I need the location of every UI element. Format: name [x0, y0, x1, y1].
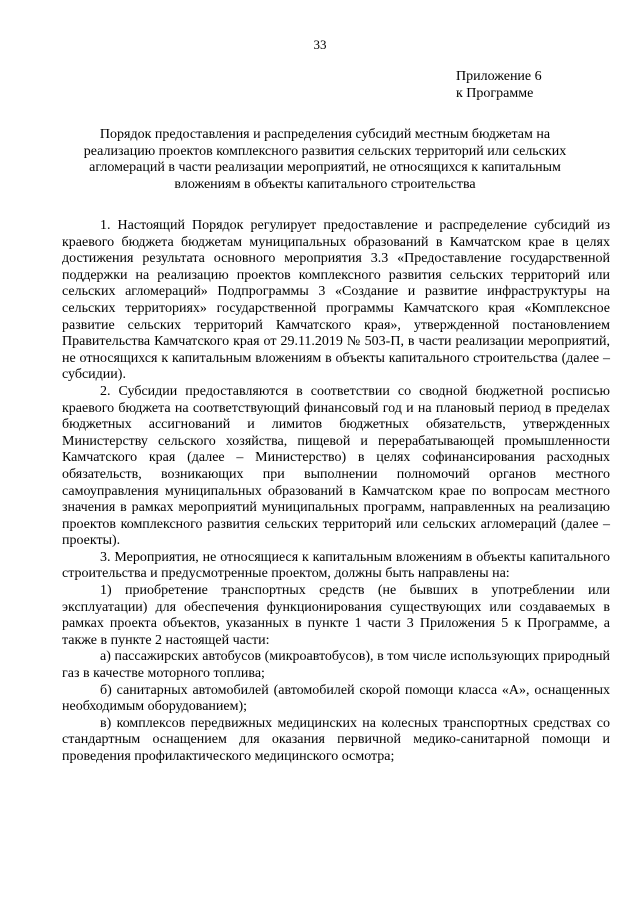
paragraph-3-item-1-c: в) комплексов передвижных медицинских на колесных транспортных средствах со стандартным оснащением для оказания первичной медико-санитарной помощи и проведения профилактического медицинского осмотра; — [62, 715, 610, 764]
paragraph-3-item-1-b: б) санитарных автомобилей (автомобилей скорой помощи класса «А», оснащенных необходимым оборудованием); — [62, 682, 610, 715]
paragraph-1: 1. Настоящий Порядок регулирует предоставление и распределение субсидий из краевого бюджета бюджетам муниципальных образований в Камчатском крае в целях достижения результата основного мероприятия 3.3 «Предоставление государственной поддержки на реализацию проектов комплексного развития сельских территорий или сельских агломераций» Подпрограммы 3 «Создание и развитие инфраструктуры на сельских территориях» государственной программы Камчатского края «Комплексное развитие сельских территорий Камчатского края», утвержденной постановлением Правительства Камчатского края от 29.11.2019 № 503-П, в части реализации мероприятий, не относящихся к капитальным вложениям в объекты капитального строительства (далее – субсидии). — [62, 218, 610, 383]
document-body — [62, 218, 610, 766]
appendix-line-2: к Программе — [456, 86, 534, 101]
appendix-reference — [456, 68, 542, 102]
paragraph-3-item-1-a: а) пассажирских автобусов (микроавтобусов), в том числе использующих природный газ в качестве моторного топлива; — [62, 649, 610, 682]
paragraph-3-item-1: 1) приобретение транспортных средств (не бывших в употреблении или эксплуатации) для обеспечения функционирования существующих или создаваемых в рамках проекта объектов, указанных в пункте 1 части 3 Приложения 5 к Программе, а также в пункте 2 настоящей части: — [62, 583, 610, 648]
paragraph-3: 3. Мероприятия, не относящиеся к капитальным вложениям в объекты капитального строительства и предусмотренные проектом, должны быть направлены на: — [62, 549, 610, 582]
appendix-line-1: Приложение 6 — [456, 69, 542, 84]
page-number: 33 — [313, 37, 327, 52]
paragraph-2: 2. Субсидии предоставляются в соответствии со сводной бюджетной росписью краевого бюджета на соответствующий финансовый год и на плановый период в пределах бюджетных ассигнований и лимитов бюджетных обязательств, утвержденных Министерству сельского хозяйства, пищевой и перерабатывающей промышленности Камчатского края (далее – Министерство) в целях софинансирования расходных обязательств, возникающих при выполнении полномочий органов местного самоуправления муниципальных образований в Камчатском крае по вопросам местного значения в рамках мероприятий муниципальных программ, направленных на реализацию проектов комплексного развития сельских территорий или сельских агломераций (далее – проекты). — [62, 383, 610, 549]
document-title: Порядок предоставления и распределения субсидий местным бюджетам на реализацию проектов комплексного развития сельских территорий или сельских агломераций в части реализации мероприятий, не относящихся к капитальным вложениям в объекты капитального строительства — [83, 127, 567, 192]
